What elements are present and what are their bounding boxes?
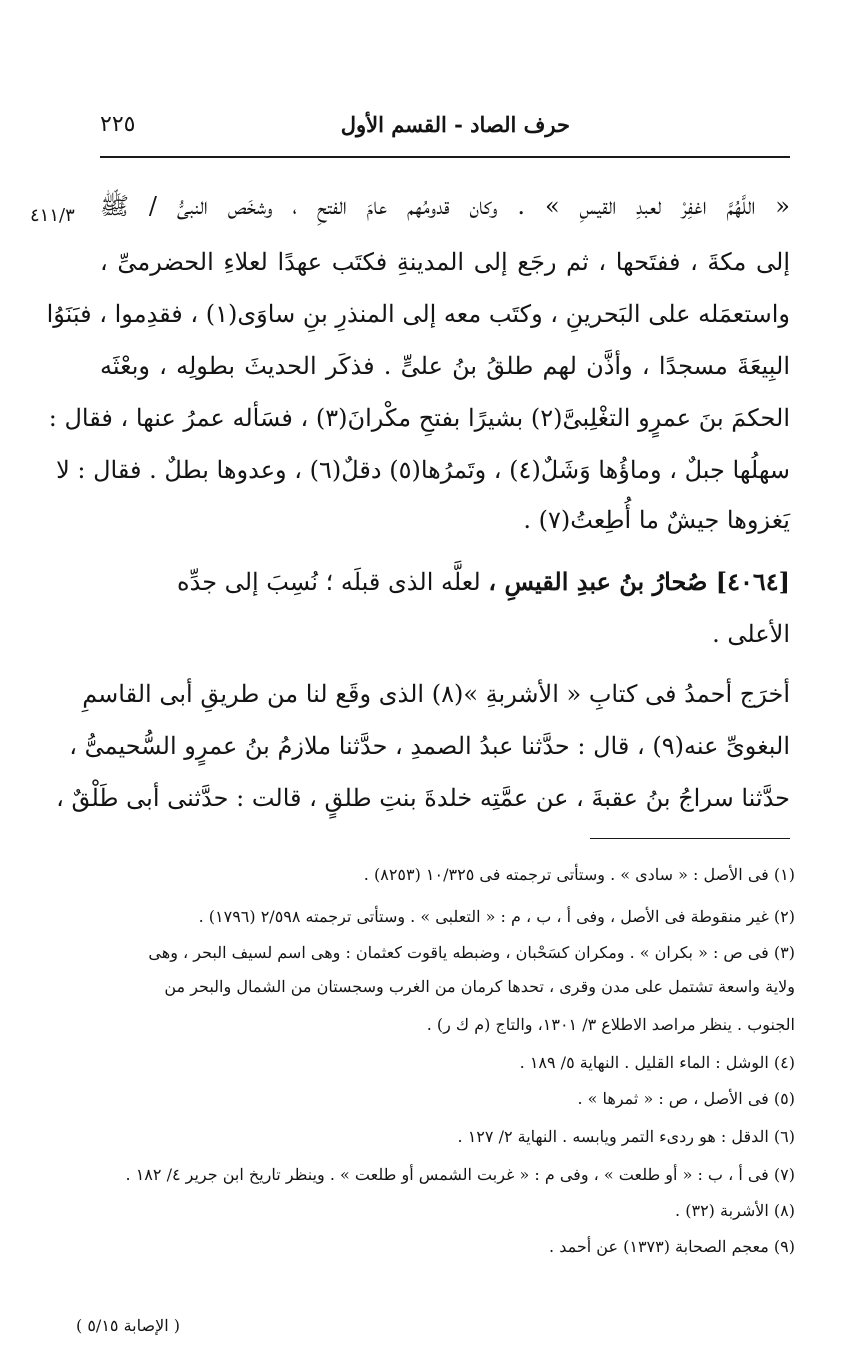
margin-reference: ٤١١/٣ [30,205,75,226]
footnote: (٣) فى ص : « بكران » . ومكران كسَحْبان ، وضبطه ياقوت كعثمان : وهى اسم لسيف البحر ، وهى [148,943,795,962]
body-line: واستعمَله على البَحرينِ ، وكتَب معه إلى المنذرِ بنِ ساوَى(١) ، فقدِموا ، فبَنَوُا [46,300,790,328]
entry-body-line: حدَّثنا سراجُ بنُ عقبةَ ، عن عمَّتِه خلدةَ بنتِ طلقٍ ، قالت : حدَّثنى أبى طَلْقٌ ، [56,784,790,812]
footnote: (٨) الأشربة (٣٢) . [675,1201,795,1220]
header-rule [100,156,790,158]
body-line: البِيعَةَ مسجدًا ، وأذَّن لهم طلقُ بنُ علىٍّ . فذكَر الحديثَ بطولِه ، وبعْثَه [100,352,790,380]
running-title: حرف الصاد - القسم الأول [340,112,570,137]
footnote: الجنوب . ينظر مراصد الاطلاع ٣/ ١٣٠١، والتاج (م ك ر) . [426,1015,795,1034]
footnote: ولاية واسعة تشتمل على مدن وقرى ، تحدها كرمان من الغرب وسجستان من الشمال والبحر من [164,977,795,996]
entry-body-line: أخرَج أحمدُ فى كتابِ « الأشربةِ »(٨) الذى وقَع لنا من طريقِ أبى القاسمِ [82,680,790,708]
footnote-rule [590,838,790,839]
footnote: (٦) الدقل : هو ردىء التمر ويابسه . النهاية ٢/ ١٢٧ . [457,1127,795,1146]
entry-line: الأعلى . [712,620,790,648]
body-line: يَغزوها جيشٌ ما أُطِعتُ(٧) . [523,506,790,534]
entry-line [100,560,790,604]
signature-mark: ( الإصابة ٥/١٥ ) [76,1316,180,1335]
footnote: (١) فى الأصل : « سادى » . وستأتى ترجمته فى ١٠/٣٢٥ (٨٢٥٣) . [363,865,795,884]
footnote: (٢) غير منقوطة فى الأصل ، وفى أ ، ب ، م : « التعلبى » . وستأتى ترجمته ٢/٥٩٨ (١٧٩٦) . [198,907,795,926]
entry-heading-rest: لعلَّه الذى قبلَه ؛ نُسِبَ إلى جدِّه [177,568,481,596]
entry-heading: [٤٠٦٤] صُحارُ بنُ عبدِ القيسِ ، [488,567,790,596]
footnote: (٧) فى أ ، ب : « أو طلعت » ، وفى م : « غربت الشمس أو طلعت » . وينظر تاريخ ابن جرير ٤/ ١٨٢ . [125,1165,795,1184]
body-line: « اللَّهُمَّ اغفِرْ لعبدِ القيسِ » . وكان قدومُهم عامَ الفتحِ ، وشخَص النبىُّ / ﷺ [100,192,790,220]
page-number: ٢٢٥ [100,112,136,137]
body-line: إلى مكةَ ، ففتَحها ، ثم رجَع إلى المدينةِ فكتَب عهدًا لعلاءِ الحضرمىِّ ، [100,248,790,276]
body-line: الحكمَ بنَ عمرٍو التغْلِبىَّ(٢) بشيرًا بفتحِ مكْرانَ(٣) ، فسَأله عمرُ عنها ، فقال : [48,404,790,432]
footnote: (٩) معجم الصحابة (١٣٧٣) عن أحمد . [549,1237,795,1256]
footnote: (٥) فى الأصل ، ص : « ثمرها » . [577,1089,795,1108]
page-header [100,112,790,148]
body-line: سهلُها جبلٌ ، وماؤُها وَشَلٌ(٤) ، وتَمرُها(٥) دقلٌ(٦) ، وعدوها بطلٌ . فقال : لا [56,456,790,484]
footnote: (٤) الوشل : الماء القليل . النهاية ٥/ ١٨٩ . [519,1053,795,1072]
entry-body-line: البغوىِّ عنه(٩) ، قال : حدَّثنا عبدُ الصمدِ ، حدَّثنا ملازمُ بنُ عمرٍو السُّحيمىُّ ، [69,732,790,760]
